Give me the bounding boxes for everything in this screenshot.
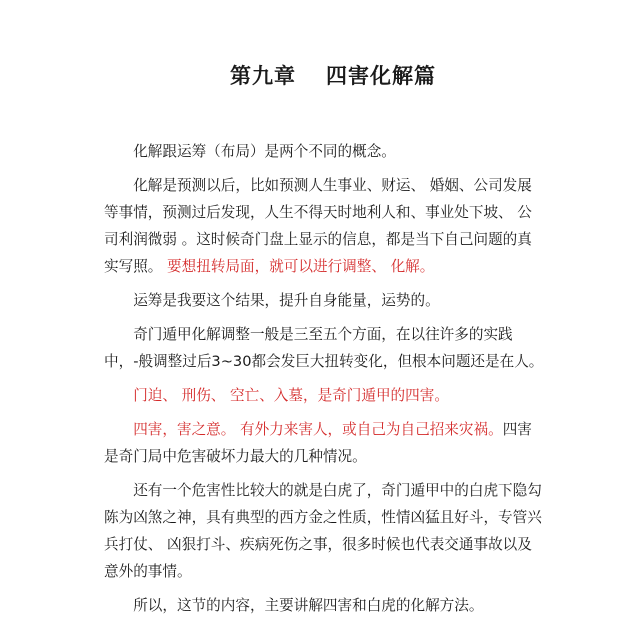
paragraph-2-text: 化解是预测以后，比如预测人生事业、财运、 婚姻、公司发展等事情，预测过后发现，人生不得天时地利人和、事业处下坡、 公司利润微弱 。这时候奇门盘上显示的信息，都是当下自己问题的真实写照。 bbox=[104, 176, 532, 276]
chapter-number: 第九章 bbox=[230, 64, 296, 88]
paragraph-2-highlight: 要想扭转局面，就可以进行调整、 化解。 bbox=[167, 258, 435, 276]
paragraph-5-highlight: 门迫、 刑伤、 空亡、入墓，是奇门遁甲的四害。 bbox=[133, 387, 449, 404]
paragraph-6 bbox=[104, 416, 544, 470]
paragraph-6-highlight: 四害，害之意。 有外力来害人，或自己为自己招来灾祸。 bbox=[133, 420, 503, 438]
paragraph-2 bbox=[104, 172, 544, 281]
paragraph-7: 还有一个危害性比较大的就是白虎了，奇门遁甲中的白虎下隐勾陈为凶煞之神，具有典型的西方金之性质，性情凶猛且好斗，专管兴兵打仗、 凶狠打斗、疾病死伤之事，很多时候也代表交通事故以及意外的事情。 bbox=[104, 481, 542, 581]
paragraph-8: 所以，这节的内容，主要讲解四害和白虎的化解方法。 bbox=[133, 597, 484, 615]
document-body bbox=[104, 138, 544, 619]
chapter-title bbox=[104, 56, 544, 96]
paragraph-1: 化解跟运筹（布局）是两个不同的概念。 bbox=[133, 143, 396, 160]
paragraph-6-text: 四害是奇门局中危害破坏力最大的几种情况。 bbox=[104, 420, 532, 465]
paragraph-4: 奇门遁甲化解调整一般是三至五个方面，在以往许多的实践中，-般调整过后3~30都会发巨大扭转变化，但根本问题还是在人。 bbox=[104, 326, 544, 371]
paragraph-3: 运筹是我要这个结果，提升自身能量，运势的。 bbox=[133, 292, 440, 310]
chapter-name: 四害化解篇 bbox=[326, 64, 436, 88]
